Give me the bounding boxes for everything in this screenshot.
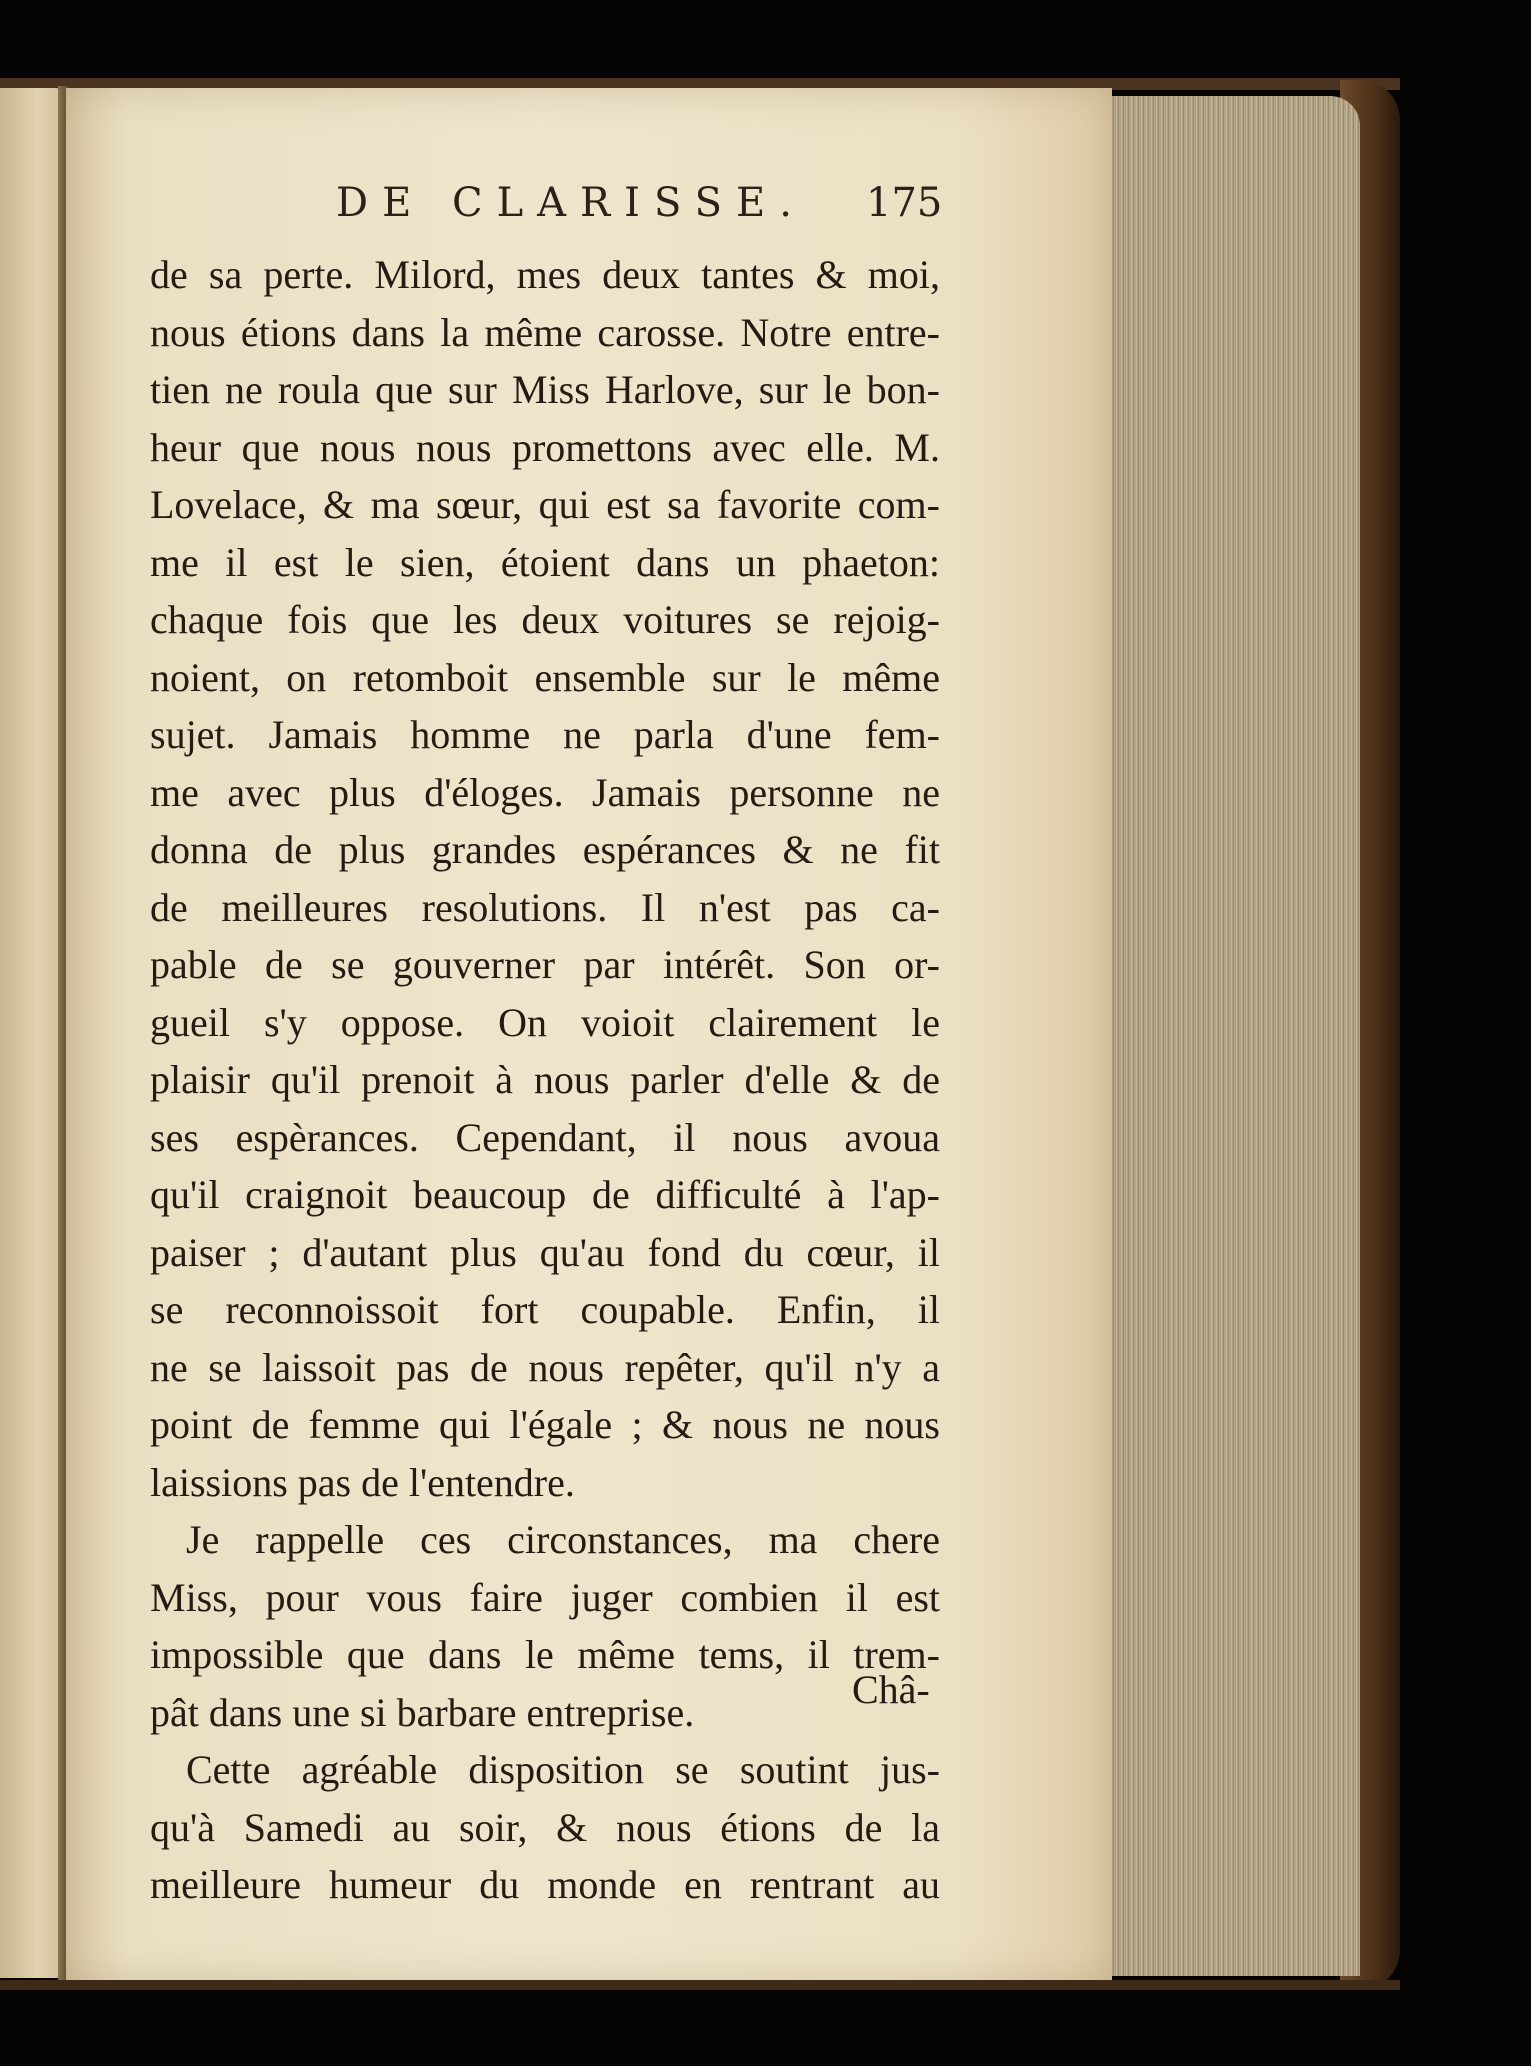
text-line: laissions pas de l'entendre.	[150, 1459, 575, 1505]
text-line: se reconnoissoit fort coupable. Enfin, il	[150, 1287, 940, 1332]
text-line: chaque fois que les deux voitures se rejoig-	[150, 597, 940, 642]
text-line: noient, on retomboit ensemble sur le même	[150, 654, 940, 700]
text-line: me avec plus d'éloges. Jamais personne ne	[150, 769, 940, 815]
text-line: point de femme qui l'égale ; & nous ne nous	[150, 1402, 940, 1447]
text-line: me il est le sien, étoient dans un phaeton:	[150, 539, 940, 585]
page-header	[236, 180, 956, 240]
text-line: ses espèrances. Cependant, il nous avoua	[150, 1114, 940, 1160]
text-line: tien ne roula que sur Miss Harlove, sur le bon-	[150, 367, 940, 412]
body-text	[150, 246, 940, 1914]
text-line: heur que nous nous promettons avec elle. M.	[150, 424, 940, 470]
text-line: sujet. Jamais homme ne parla d'une fem-	[150, 712, 940, 757]
text-line: nous étions dans la même carosse. Notre entre-	[150, 309, 940, 355]
book-cover-bottom	[0, 1980, 1400, 1990]
text-line: qu'à Samedi au soir, & nous étions de la	[150, 1804, 940, 1850]
text-line: Cette agréable disposition se soutint jus-	[186, 1747, 940, 1792]
text-line: plaisir qu'il prenoit à nous parler d'elle & de	[150, 1057, 940, 1102]
text-line: Miss, pour vous faire juger combien il est	[150, 1574, 940, 1620]
text-line: de sa perte. Milord, mes deux tantes & moi,	[150, 252, 940, 297]
text-line: donna de plus grandes espérances & ne fit	[150, 827, 940, 872]
text-line: pable de se gouverner par intérêt. Son or-	[150, 942, 940, 987]
text-line: gueil s'y oppose. On voioit clairement le	[150, 999, 940, 1045]
catchword: Châ-	[852, 1667, 930, 1712]
text-line: qu'il craignoit beaucoup de difficulté à l'ap-	[150, 1172, 940, 1217]
text-line: pât dans une si barbare entreprise.	[150, 1689, 695, 1735]
text-line: meilleure humeur du monde en rentrant au	[150, 1862, 940, 1907]
text-line: Je rappelle ces circonstances, ma chere	[186, 1517, 940, 1562]
text-line: Lovelace, & ma sœur, qui est sa favorite com-	[150, 482, 940, 527]
text-line: de meilleures resolutions. Il n'est pas ca-	[150, 884, 940, 930]
page-number: 175	[866, 180, 943, 226]
text-line: paiser ; d'autant plus qu'au fond du cœur, il	[150, 1229, 940, 1275]
page-block-edges	[1110, 96, 1360, 1976]
running-title: DE CLARISSE.	[336, 180, 806, 226]
text-line: ne se laissoit pas de nous repêter, qu'il n'y a	[150, 1344, 940, 1390]
text-line: impossible que dans le même tems, il trem-	[150, 1632, 940, 1677]
facing-page-edge	[0, 88, 62, 1978]
